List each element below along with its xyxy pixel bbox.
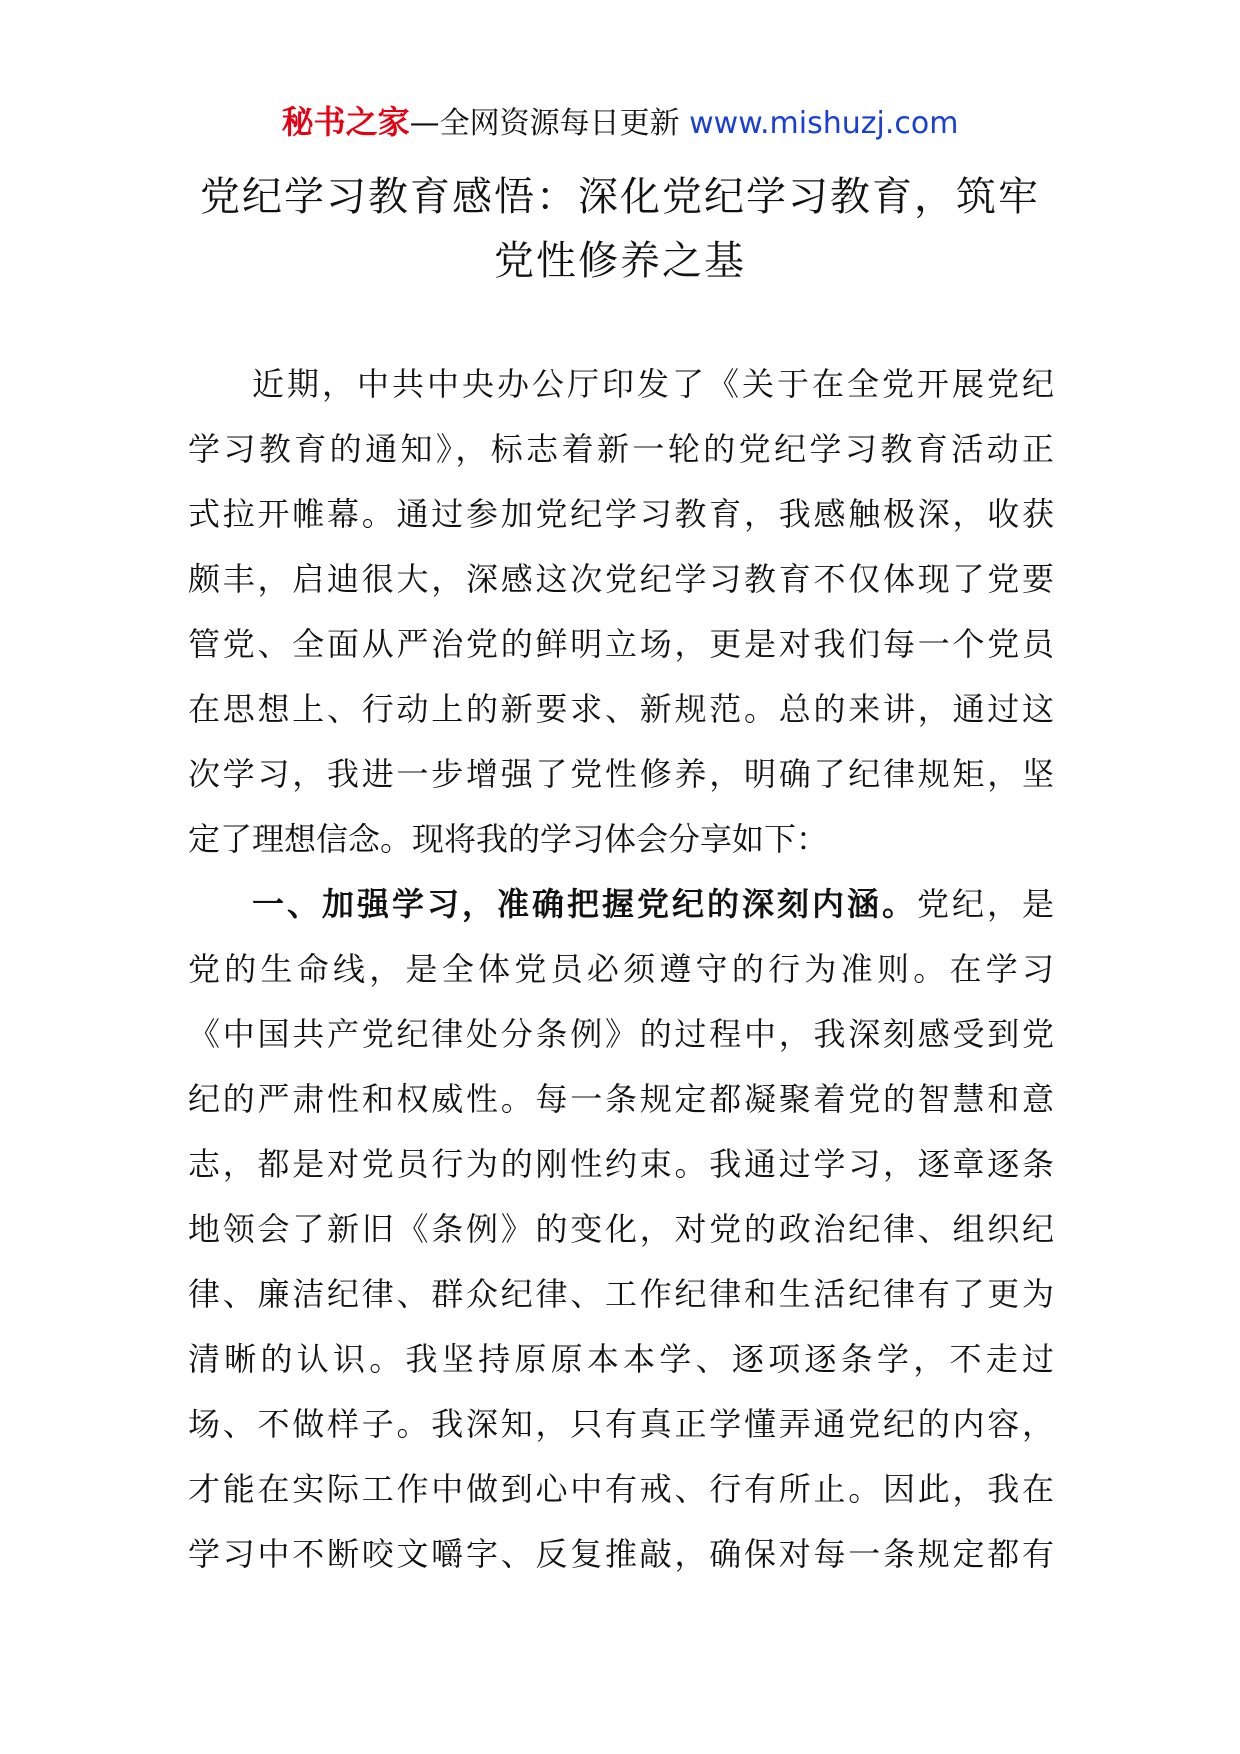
body-line: 律、廉洁纪律、群众纪律、工作纪律和生活纪律有了更为 — [188, 1275, 1054, 1313]
brand-name: 秘书之家 — [281, 103, 410, 141]
site-header — [0, 100, 1240, 146]
section-heading-line — [188, 872, 1054, 937]
document-body — [188, 352, 1054, 1587]
body-line: 学习教育的通知》，标志着新一轮的党纪学习教育活动正 — [188, 430, 1054, 468]
body-line: 清晰的认识。我坚持原原本本学、逐项逐条学，不走过 — [188, 1340, 1054, 1378]
body-line: 党的生命线，是全体党员必须遵守的行为准则。在学习 — [188, 950, 1054, 988]
body-line: 定了理想信念。现将我的学习体会分享如下： — [188, 820, 829, 858]
body-line: 学习中不断咬文嚼字、反复推敲，确保对每一条规定都有 — [188, 1535, 1054, 1573]
body-line: 《中国共产党纪律处分条例》的过程中，我深刻感受到党 — [188, 1015, 1054, 1053]
document-title — [150, 165, 1090, 293]
section-1-heading: 一、加强学习，准确把握党纪的深刻内涵。 — [252, 885, 917, 923]
body-line: 才能在实际工作中做到心中有戒、行有所止。因此，我在 — [188, 1470, 1054, 1508]
body-line: 颇丰，启迪很大，深感这次党纪学习教育不仅体现了党要 — [188, 560, 1054, 598]
body-line: 纪的严肃性和权威性。每一条规定都凝聚着党的智慧和意 — [188, 1080, 1054, 1118]
body-line: 次学习，我进一步增强了党性修养，明确了纪律规矩，坚 — [188, 755, 1054, 793]
site-url-link[interactable]: www.mishuzj.com — [689, 106, 959, 141]
body-line: 在思想上、行动上的新要求、新规范。总的来讲，通过这 — [188, 690, 1054, 728]
section-1-heading-rest: 党纪，是 — [916, 885, 1054, 923]
body-line: 管党、全面从严治党的鲜明立场，更是对我们每一个党员 — [188, 625, 1054, 663]
header-tagline: —全网资源每日更新 — [409, 106, 680, 141]
body-line: 场、不做样子。我深知，只有真正学懂弄通党纪的内容， — [188, 1405, 1054, 1443]
title-line-1: 党纪学习教育感悟：深化党纪学习教育，筑牢 — [200, 174, 1040, 220]
body-line: 志，都是对党员行为的刚性约束。我通过学习，逐章逐条 — [188, 1145, 1054, 1183]
body-line: 式拉开帷幕。通过参加党纪学习教育，我感触极深，收获 — [188, 495, 1054, 533]
body-line: 地领会了新旧《条例》的变化，对党的政治纪律、组织纪 — [188, 1210, 1054, 1248]
body-line: 近期，中共中央办公厅印发了《关于在全党开展党纪 — [252, 365, 1054, 403]
title-line-2: 党性修养之基 — [494, 238, 746, 284]
